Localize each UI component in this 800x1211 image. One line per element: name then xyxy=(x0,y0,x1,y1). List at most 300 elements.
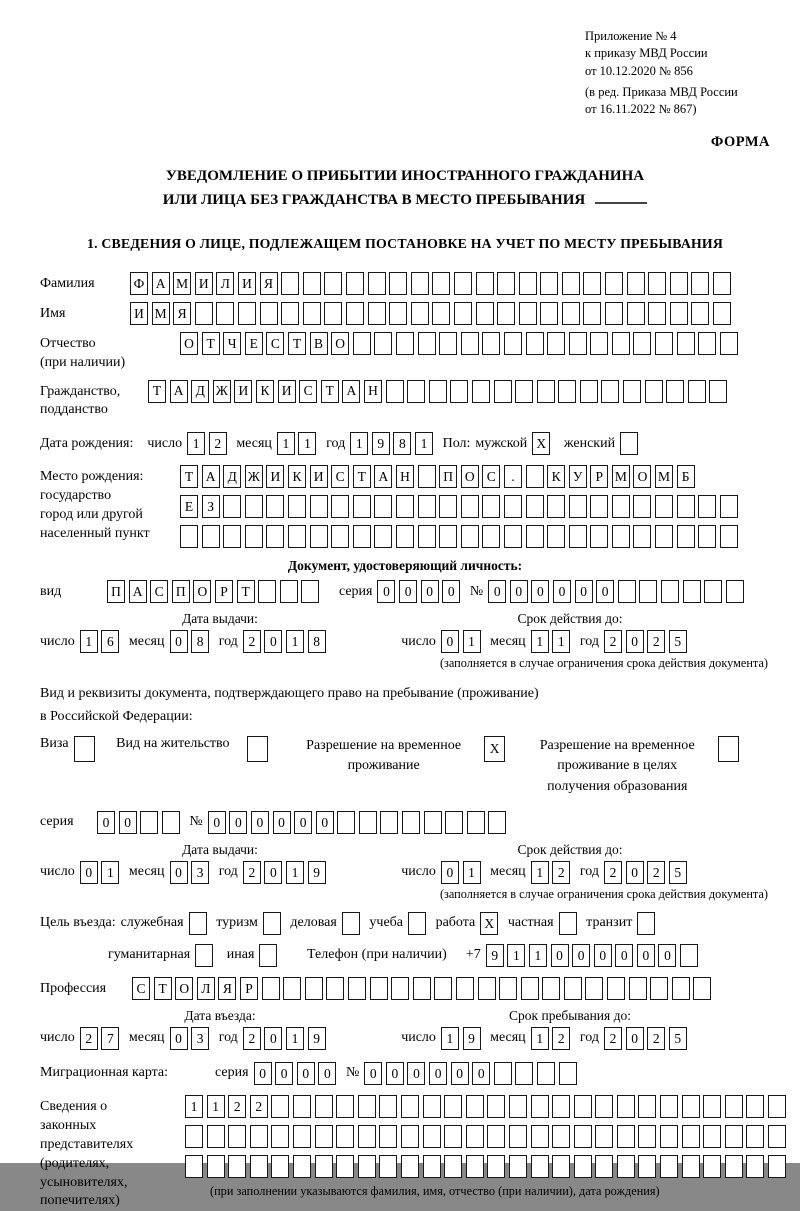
char-cell[interactable]: 1 xyxy=(185,1095,203,1118)
char-cell[interactable]: 2 xyxy=(228,1095,246,1118)
char-cell[interactable]: 1 xyxy=(441,1027,459,1050)
char-cell[interactable] xyxy=(461,495,479,518)
char-cell[interactable]: Т xyxy=(288,332,306,355)
char-cell[interactable] xyxy=(247,736,268,762)
char-cell[interactable]: О xyxy=(633,465,651,488)
char-cell[interactable] xyxy=(623,380,641,403)
patronymic-cells[interactable] xyxy=(180,332,741,355)
char-cell[interactable]: И xyxy=(195,272,213,295)
char-cell[interactable]: 0 xyxy=(208,811,226,834)
char-cell[interactable]: 1 xyxy=(529,944,547,967)
char-cell[interactable] xyxy=(682,1095,700,1118)
char-cell[interactable]: 1 xyxy=(531,1027,549,1050)
char-cell[interactable] xyxy=(618,580,636,603)
char-cell[interactable] xyxy=(466,1095,484,1118)
char-cell[interactable] xyxy=(389,302,407,325)
char-cell[interactable] xyxy=(612,525,630,548)
char-cell[interactable] xyxy=(482,332,500,355)
doc-issue-year[interactable] xyxy=(243,630,329,653)
char-cell[interactable] xyxy=(509,1155,527,1178)
char-cell[interactable] xyxy=(655,525,673,548)
char-cell[interactable] xyxy=(358,1095,376,1118)
char-cell[interactable] xyxy=(266,495,284,518)
char-cell[interactable]: Т xyxy=(353,465,371,488)
char-cell[interactable] xyxy=(726,580,744,603)
char-cell[interactable] xyxy=(401,1155,419,1178)
char-cell[interactable] xyxy=(434,977,452,1000)
char-cell[interactable] xyxy=(336,1155,354,1178)
char-cell[interactable]: X xyxy=(480,912,498,935)
char-cell[interactable] xyxy=(315,1125,333,1148)
char-cell[interactable] xyxy=(429,380,447,403)
char-cell[interactable]: 1 xyxy=(80,630,98,653)
doc-issue-day[interactable] xyxy=(80,630,123,653)
char-cell[interactable]: Я xyxy=(260,272,278,295)
char-cell[interactable]: Р xyxy=(590,465,608,488)
char-cell[interactable]: 2 xyxy=(80,1027,98,1050)
char-cell[interactable] xyxy=(655,332,673,355)
residence-valid-month[interactable] xyxy=(531,861,574,884)
char-cell[interactable] xyxy=(140,811,158,834)
char-cell[interactable] xyxy=(259,944,277,967)
char-cell[interactable] xyxy=(263,912,281,935)
char-cell[interactable]: Т xyxy=(321,380,339,403)
char-cell[interactable]: 3 xyxy=(191,861,209,884)
char-cell[interactable]: Е xyxy=(180,495,198,518)
stay-month[interactable] xyxy=(531,1027,574,1050)
phone-cells[interactable] xyxy=(486,944,702,967)
char-cell[interactable] xyxy=(301,580,319,603)
char-cell[interactable] xyxy=(639,580,657,603)
char-cell[interactable] xyxy=(487,1125,505,1148)
char-cell[interactable] xyxy=(450,380,468,403)
char-cell[interactable] xyxy=(245,495,263,518)
char-cell[interactable]: 3 xyxy=(191,1027,209,1050)
char-cell[interactable] xyxy=(293,1095,311,1118)
char-cell[interactable]: 5 xyxy=(669,1027,687,1050)
char-cell[interactable] xyxy=(590,525,608,548)
char-cell[interactable]: 1 xyxy=(101,861,119,884)
char-cell[interactable] xyxy=(547,525,565,548)
purpose-work-checkbox[interactable] xyxy=(480,912,502,935)
char-cell[interactable] xyxy=(725,1125,743,1148)
char-cell[interactable]: И xyxy=(266,465,284,488)
char-cell[interactable] xyxy=(497,302,515,325)
doc-number-cells[interactable] xyxy=(488,580,747,603)
char-cell[interactable]: О xyxy=(193,580,211,603)
char-cell[interactable]: В xyxy=(310,332,328,355)
char-cell[interactable] xyxy=(250,1125,268,1148)
char-cell[interactable]: П xyxy=(439,465,457,488)
char-cell[interactable] xyxy=(444,1095,462,1118)
char-cell[interactable] xyxy=(585,977,603,1000)
char-cell[interactable] xyxy=(74,736,95,762)
char-cell[interactable] xyxy=(569,495,587,518)
char-cell[interactable] xyxy=(346,302,364,325)
char-cell[interactable] xyxy=(281,272,299,295)
char-cell[interactable]: 2 xyxy=(647,861,665,884)
char-cell[interactable] xyxy=(467,811,485,834)
char-cell[interactable]: 0 xyxy=(572,944,590,967)
char-cell[interactable] xyxy=(342,912,360,935)
char-cell[interactable] xyxy=(698,332,716,355)
visa-checkbox[interactable] xyxy=(74,736,99,762)
purpose-private-checkbox[interactable] xyxy=(559,912,581,935)
residence-number-cells[interactable] xyxy=(208,811,510,834)
char-cell[interactable] xyxy=(379,1155,397,1178)
char-cell[interactable]: 1 xyxy=(286,1027,304,1050)
char-cell[interactable] xyxy=(324,302,342,325)
char-cell[interactable] xyxy=(637,912,655,935)
char-cell[interactable]: Е xyxy=(245,332,263,355)
char-cell[interactable]: 0 xyxy=(170,630,188,653)
char-cell[interactable] xyxy=(358,1125,376,1148)
char-cell[interactable]: Н xyxy=(364,380,382,403)
char-cell[interactable] xyxy=(540,302,558,325)
char-cell[interactable]: 9 xyxy=(308,1027,326,1050)
char-cell[interactable]: 0 xyxy=(170,861,188,884)
char-cell[interactable]: 0 xyxy=(407,1062,425,1085)
char-cell[interactable] xyxy=(368,272,386,295)
char-cell[interactable] xyxy=(353,495,371,518)
char-cell[interactable] xyxy=(655,495,673,518)
temp-residence-edu-checkbox[interactable] xyxy=(718,736,743,762)
char-cell[interactable]: Д xyxy=(191,380,209,403)
char-cell[interactable] xyxy=(499,977,517,1000)
char-cell[interactable]: 0 xyxy=(488,580,506,603)
char-cell[interactable] xyxy=(461,332,479,355)
char-cell[interactable]: Я xyxy=(218,977,236,1000)
char-cell[interactable] xyxy=(266,525,284,548)
char-cell[interactable] xyxy=(461,525,479,548)
char-cell[interactable]: 0 xyxy=(119,811,137,834)
char-cell[interactable] xyxy=(482,525,500,548)
birthplace-cells-row3[interactable] xyxy=(180,525,741,548)
char-cell[interactable] xyxy=(746,1125,764,1148)
char-cell[interactable] xyxy=(180,525,198,548)
birth-month-cells[interactable] xyxy=(277,432,320,455)
doc-issue-month[interactable] xyxy=(170,630,213,653)
char-cell[interactable] xyxy=(396,332,414,355)
char-cell[interactable]: 0 xyxy=(264,1027,282,1050)
char-cell[interactable]: 7 xyxy=(101,1027,119,1050)
char-cell[interactable]: М xyxy=(152,302,170,325)
char-cell[interactable] xyxy=(444,1125,462,1148)
representatives-cells-row3[interactable] xyxy=(185,1155,790,1178)
char-cell[interactable]: 1 xyxy=(531,630,549,653)
stay-year[interactable] xyxy=(604,1027,690,1050)
char-cell[interactable] xyxy=(418,525,436,548)
char-cell[interactable] xyxy=(432,272,450,295)
char-cell[interactable] xyxy=(713,272,731,295)
char-cell[interactable] xyxy=(547,495,565,518)
purpose-transit-checkbox[interactable] xyxy=(637,912,659,935)
char-cell[interactable] xyxy=(580,380,598,403)
char-cell[interactable] xyxy=(718,736,739,762)
char-cell[interactable] xyxy=(595,1155,613,1178)
char-cell[interactable]: . xyxy=(504,465,522,488)
char-cell[interactable]: 0 xyxy=(294,811,312,834)
char-cell[interactable]: Ж xyxy=(245,465,263,488)
char-cell[interactable]: 0 xyxy=(273,811,291,834)
char-cell[interactable] xyxy=(359,811,377,834)
char-cell[interactable]: 0 xyxy=(264,630,282,653)
birthplace-cells-row1[interactable] xyxy=(180,465,741,488)
char-cell[interactable]: С xyxy=(132,977,150,1000)
char-cell[interactable] xyxy=(670,302,688,325)
char-cell[interactable] xyxy=(677,495,695,518)
char-cell[interactable] xyxy=(336,1095,354,1118)
char-cell[interactable]: 9 xyxy=(486,944,504,967)
char-cell[interactable] xyxy=(521,977,539,1000)
char-cell[interactable] xyxy=(391,977,409,1000)
residence-valid-year[interactable] xyxy=(604,861,690,884)
char-cell[interactable] xyxy=(380,811,398,834)
char-cell[interactable] xyxy=(258,580,276,603)
char-cell[interactable]: А xyxy=(152,272,170,295)
char-cell[interactable]: 0 xyxy=(399,580,417,603)
char-cell[interactable] xyxy=(389,272,407,295)
char-cell[interactable]: 0 xyxy=(297,1062,315,1085)
char-cell[interactable]: 0 xyxy=(441,861,459,884)
char-cell[interactable] xyxy=(526,332,544,355)
char-cell[interactable] xyxy=(569,332,587,355)
char-cell[interactable] xyxy=(346,272,364,295)
char-cell[interactable] xyxy=(515,380,533,403)
char-cell[interactable] xyxy=(466,1125,484,1148)
char-cell[interactable] xyxy=(207,1125,225,1148)
char-cell[interactable] xyxy=(303,302,321,325)
char-cell[interactable] xyxy=(315,1095,333,1118)
char-cell[interactable] xyxy=(358,1155,376,1178)
purpose-humanitarian-checkbox[interactable] xyxy=(195,944,217,967)
char-cell[interactable] xyxy=(595,1125,613,1148)
char-cell[interactable]: Ч xyxy=(223,332,241,355)
char-cell[interactable] xyxy=(552,1125,570,1148)
char-cell[interactable] xyxy=(709,380,727,403)
char-cell[interactable] xyxy=(531,1155,549,1178)
char-cell[interactable]: 2 xyxy=(604,861,622,884)
char-cell[interactable] xyxy=(504,332,522,355)
sex-male-checkbox[interactable] xyxy=(532,432,554,455)
char-cell[interactable] xyxy=(633,332,651,355)
char-cell[interactable] xyxy=(558,380,576,403)
char-cell[interactable] xyxy=(660,1155,678,1178)
char-cell[interactable]: 0 xyxy=(254,1062,272,1085)
char-cell[interactable] xyxy=(509,1095,527,1118)
char-cell[interactable] xyxy=(725,1155,743,1178)
char-cell[interactable] xyxy=(423,1155,441,1178)
char-cell[interactable] xyxy=(310,525,328,548)
char-cell[interactable] xyxy=(698,525,716,548)
char-cell[interactable] xyxy=(454,272,472,295)
char-cell[interactable] xyxy=(401,1125,419,1148)
char-cell[interactable] xyxy=(418,332,436,355)
purpose-business-checkbox[interactable] xyxy=(342,912,364,935)
char-cell[interactable] xyxy=(283,977,301,1000)
char-cell[interactable]: К xyxy=(547,465,565,488)
char-cell[interactable]: Л xyxy=(197,977,215,1000)
char-cell[interactable] xyxy=(310,495,328,518)
char-cell[interactable] xyxy=(228,1155,246,1178)
char-cell[interactable] xyxy=(590,332,608,355)
char-cell[interactable]: 1 xyxy=(286,861,304,884)
char-cell[interactable] xyxy=(725,1095,743,1118)
char-cell[interactable]: С xyxy=(482,465,500,488)
char-cell[interactable] xyxy=(418,465,436,488)
char-cell[interactable] xyxy=(540,272,558,295)
char-cell[interactable]: 1 xyxy=(463,630,481,653)
char-cell[interactable] xyxy=(280,580,298,603)
char-cell[interactable] xyxy=(633,525,651,548)
char-cell[interactable] xyxy=(374,525,392,548)
char-cell[interactable] xyxy=(680,944,698,967)
char-cell[interactable] xyxy=(418,495,436,518)
char-cell[interactable] xyxy=(348,977,366,1000)
char-cell[interactable] xyxy=(407,380,425,403)
char-cell[interactable]: 8 xyxy=(393,432,411,455)
char-cell[interactable] xyxy=(562,272,580,295)
profession-cells[interactable] xyxy=(132,977,715,1000)
char-cell[interactable] xyxy=(288,525,306,548)
char-cell[interactable] xyxy=(746,1095,764,1118)
char-cell[interactable]: 5 xyxy=(669,630,687,653)
char-cell[interactable] xyxy=(305,977,323,1000)
char-cell[interactable] xyxy=(677,525,695,548)
char-cell[interactable] xyxy=(353,332,371,355)
char-cell[interactable]: М xyxy=(173,272,191,295)
migration-number-cells[interactable] xyxy=(364,1062,580,1085)
char-cell[interactable]: И xyxy=(278,380,296,403)
char-cell[interactable] xyxy=(627,272,645,295)
representatives-cells-row1[interactable] xyxy=(185,1095,790,1118)
char-cell[interactable] xyxy=(293,1125,311,1148)
char-cell[interactable]: О xyxy=(180,332,198,355)
char-cell[interactable] xyxy=(746,1155,764,1178)
char-cell[interactable]: 0 xyxy=(658,944,676,967)
char-cell[interactable]: X xyxy=(484,736,505,762)
char-cell[interactable]: О xyxy=(461,465,479,488)
char-cell[interactable] xyxy=(526,465,544,488)
char-cell[interactable] xyxy=(472,380,490,403)
char-cell[interactable] xyxy=(370,977,388,1000)
char-cell[interactable] xyxy=(413,977,431,1000)
char-cell[interactable] xyxy=(648,272,666,295)
char-cell[interactable] xyxy=(537,1062,555,1085)
char-cell[interactable]: 1 xyxy=(187,432,205,455)
birthplace-cells-row2[interactable] xyxy=(180,495,741,518)
char-cell[interactable]: 0 xyxy=(264,861,282,884)
char-cell[interactable] xyxy=(682,1125,700,1148)
char-cell[interactable] xyxy=(531,1095,549,1118)
char-cell[interactable] xyxy=(185,1125,203,1148)
char-cell[interactable] xyxy=(620,432,638,455)
char-cell[interactable]: 0 xyxy=(626,1027,644,1050)
char-cell[interactable] xyxy=(497,272,515,295)
char-cell[interactable]: 1 xyxy=(552,630,570,653)
char-cell[interactable]: Ф xyxy=(130,272,148,295)
char-cell[interactable]: 0 xyxy=(421,580,439,603)
doc-valid-year[interactable] xyxy=(604,630,690,653)
char-cell[interactable] xyxy=(454,302,472,325)
temp-residence-checkbox[interactable] xyxy=(484,736,509,762)
char-cell[interactable]: 0 xyxy=(596,580,614,603)
purpose-official-checkbox[interactable] xyxy=(189,912,211,935)
char-cell[interactable] xyxy=(650,977,668,1000)
char-cell[interactable]: 0 xyxy=(275,1062,293,1085)
char-cell[interactable] xyxy=(260,302,278,325)
char-cell[interactable] xyxy=(564,977,582,1000)
char-cell[interactable] xyxy=(293,1155,311,1178)
entry-month[interactable] xyxy=(170,1027,213,1050)
char-cell[interactable]: 1 xyxy=(207,1095,225,1118)
char-cell[interactable] xyxy=(444,1155,462,1178)
char-cell[interactable] xyxy=(494,380,512,403)
char-cell[interactable]: 9 xyxy=(463,1027,481,1050)
char-cell[interactable]: С xyxy=(299,380,317,403)
char-cell[interactable] xyxy=(466,1155,484,1178)
char-cell[interactable]: 0 xyxy=(472,1062,490,1085)
char-cell[interactable]: 0 xyxy=(551,944,569,967)
doc-valid-month[interactable] xyxy=(531,630,574,653)
entry-day[interactable] xyxy=(80,1027,123,1050)
char-cell[interactable] xyxy=(396,495,414,518)
char-cell[interactable]: А xyxy=(374,465,392,488)
char-cell[interactable] xyxy=(515,1062,533,1085)
char-cell[interactable] xyxy=(691,302,709,325)
char-cell[interactable] xyxy=(456,977,474,1000)
char-cell[interactable] xyxy=(562,302,580,325)
char-cell[interactable] xyxy=(439,525,457,548)
char-cell[interactable] xyxy=(672,977,690,1000)
char-cell[interactable]: 0 xyxy=(626,630,644,653)
char-cell[interactable]: У xyxy=(569,465,587,488)
char-cell[interactable]: 0 xyxy=(575,580,593,603)
char-cell[interactable] xyxy=(688,380,706,403)
char-cell[interactable] xyxy=(590,495,608,518)
citizenship-cells[interactable] xyxy=(148,380,731,403)
char-cell[interactable]: К xyxy=(288,465,306,488)
char-cell[interactable]: 2 xyxy=(647,1027,665,1050)
char-cell[interactable] xyxy=(638,1125,656,1148)
char-cell[interactable]: 1 xyxy=(350,432,368,455)
stay-day[interactable] xyxy=(441,1027,484,1050)
char-cell[interactable] xyxy=(411,302,429,325)
char-cell[interactable] xyxy=(336,1125,354,1148)
char-cell[interactable]: 2 xyxy=(243,1027,261,1050)
char-cell[interactable]: Н xyxy=(396,465,414,488)
char-cell[interactable]: 5 xyxy=(669,861,687,884)
char-cell[interactable]: 8 xyxy=(308,630,326,653)
char-cell[interactable] xyxy=(326,977,344,1000)
char-cell[interactable]: С xyxy=(331,465,349,488)
char-cell[interactable]: Ж xyxy=(213,380,231,403)
char-cell[interactable] xyxy=(612,332,630,355)
char-cell[interactable] xyxy=(482,495,500,518)
char-cell[interactable] xyxy=(638,1095,656,1118)
char-cell[interactable]: И xyxy=(238,272,256,295)
char-cell[interactable] xyxy=(423,1095,441,1118)
char-cell[interactable] xyxy=(720,332,738,355)
char-cell[interactable] xyxy=(379,1095,397,1118)
char-cell[interactable]: М xyxy=(612,465,630,488)
name-cells[interactable] xyxy=(130,302,735,325)
residence-series-cells[interactable] xyxy=(97,811,183,834)
char-cell[interactable] xyxy=(271,1155,289,1178)
char-cell[interactable]: 0 xyxy=(451,1062,469,1085)
residence-issue-year[interactable] xyxy=(243,861,329,884)
char-cell[interactable]: Л xyxy=(216,272,234,295)
